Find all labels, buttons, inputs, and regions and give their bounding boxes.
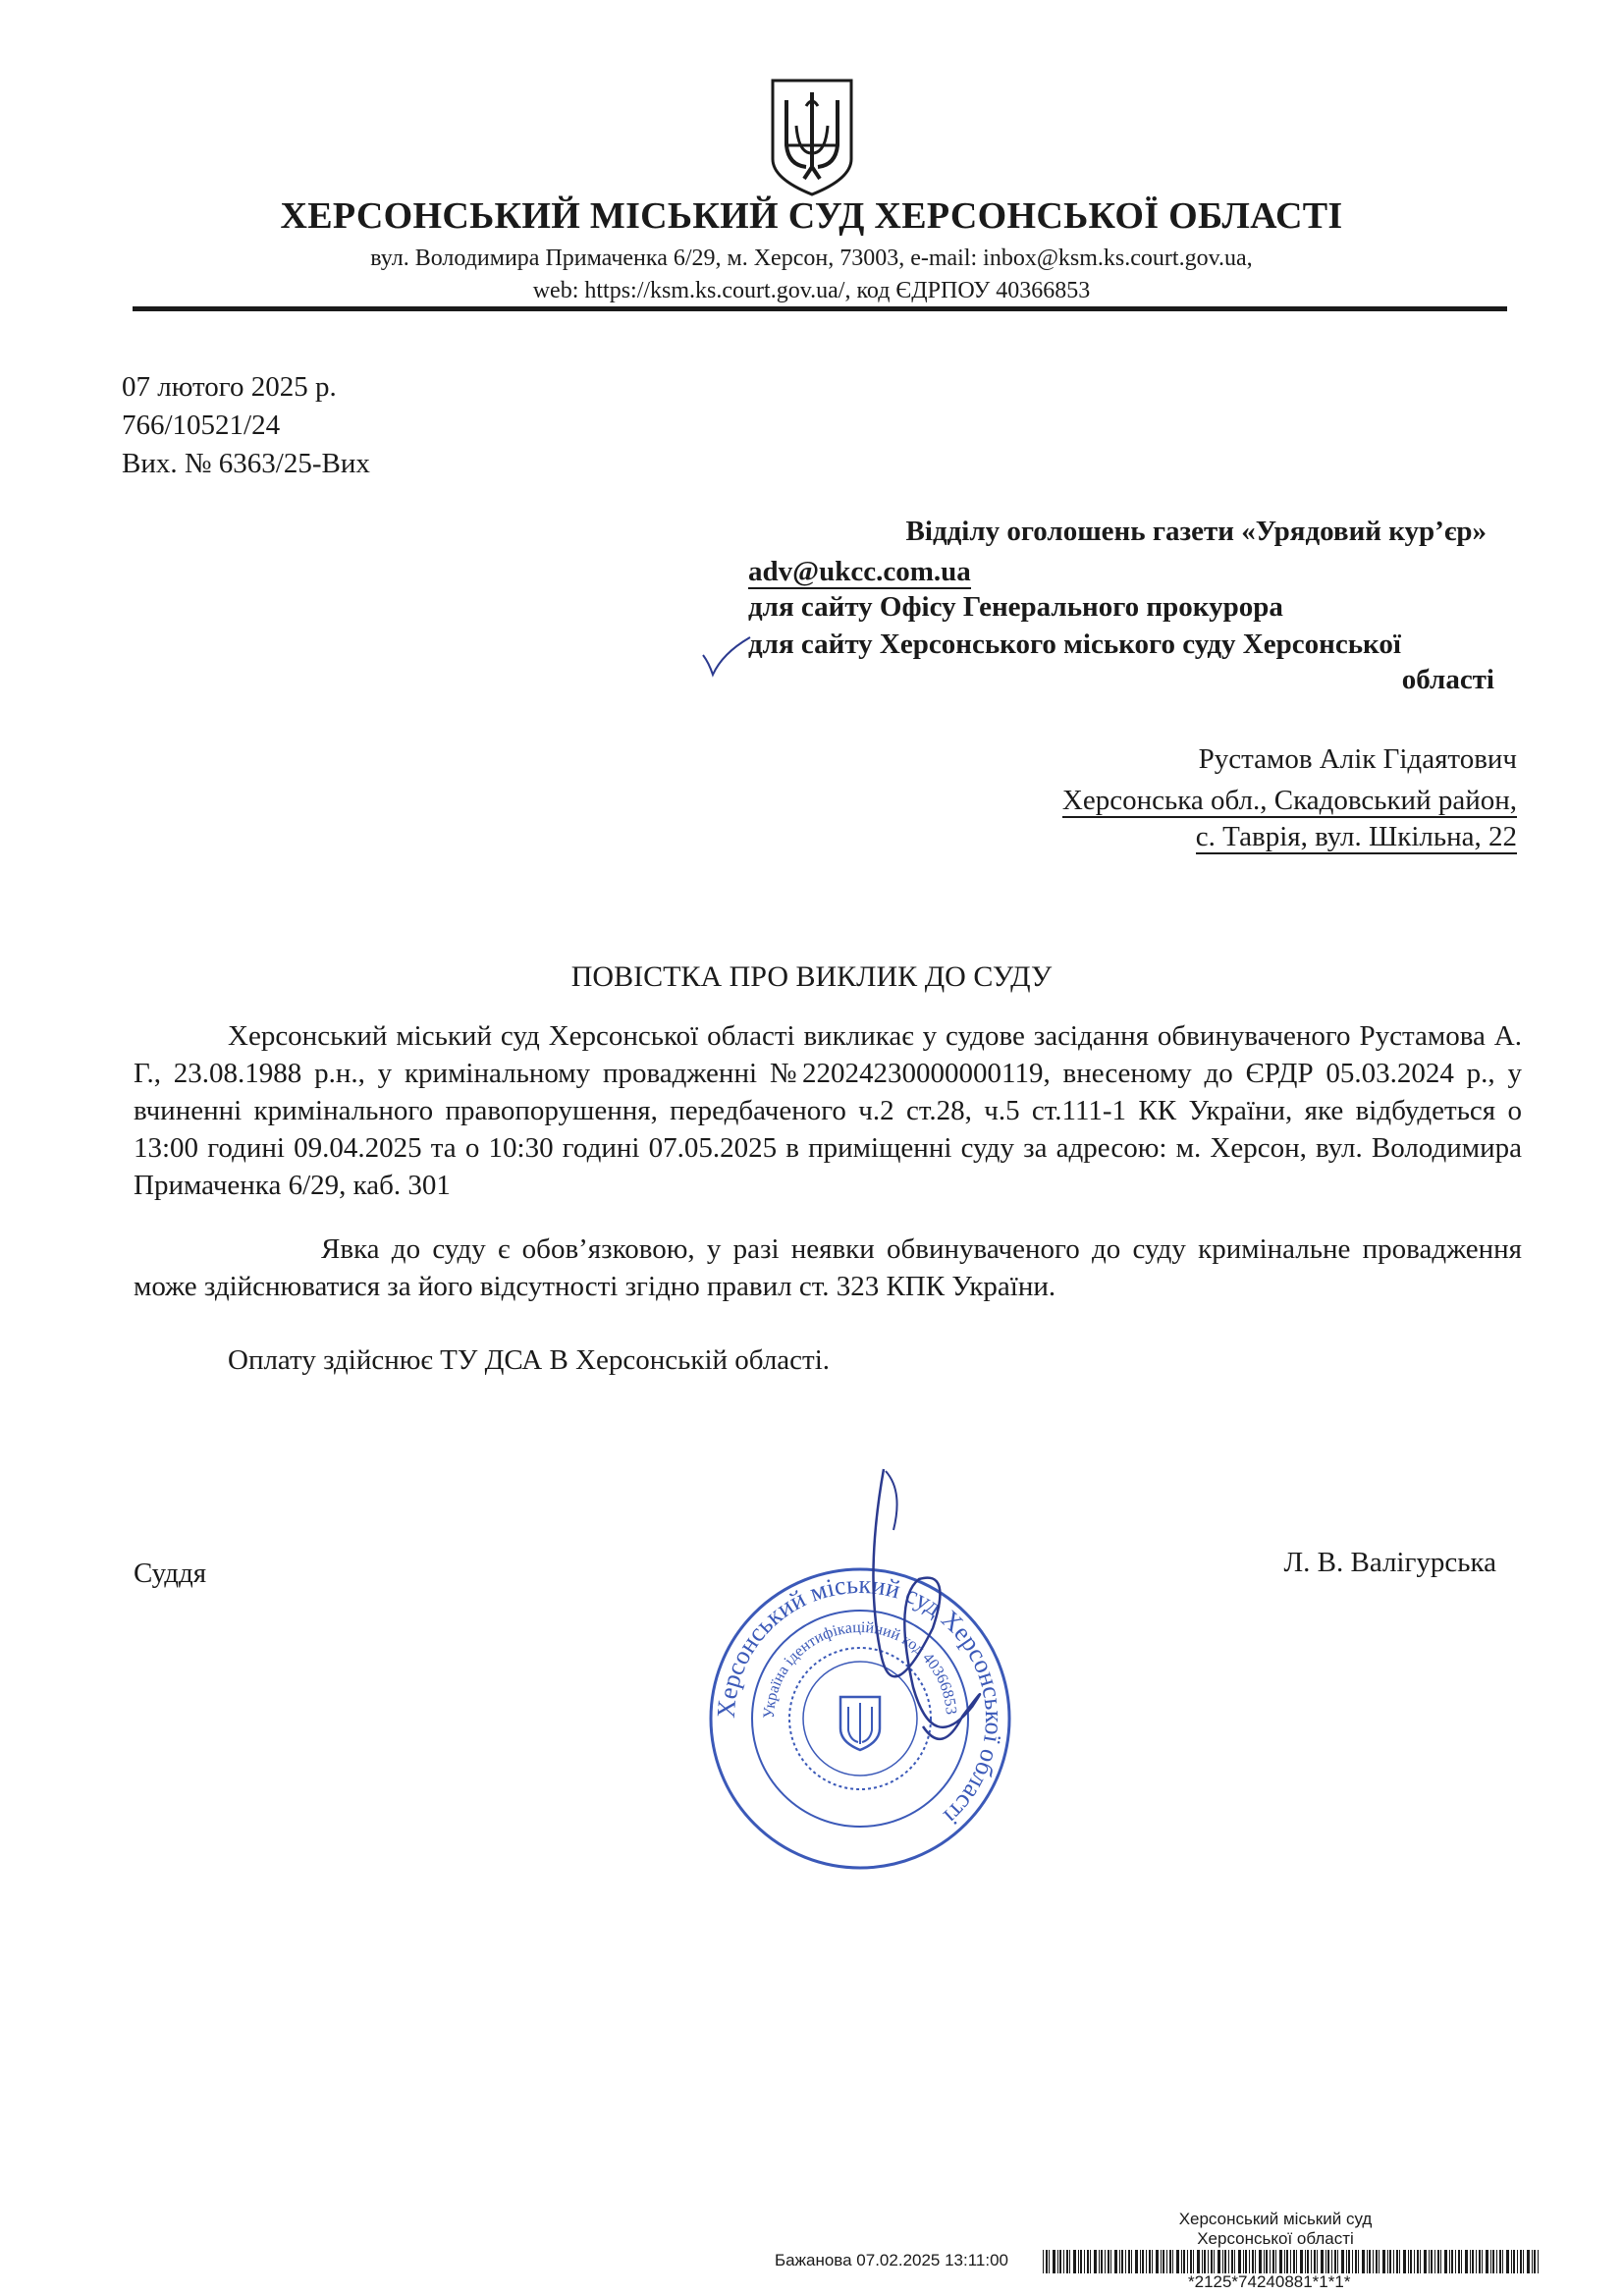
barcode-bar	[1224, 2250, 1226, 2273]
barcode-bar	[1043, 2250, 1044, 2273]
barcode-bar	[1538, 2250, 1539, 2273]
barcode-bar	[1382, 2250, 1385, 2273]
payment-paragraph: Оплату здійснює ТУ ДСА В Херсонській області.	[228, 1344, 831, 1376]
registration-clerk-datetime: Бажанова 07.02.2025 13:11:00	[775, 2251, 1009, 2269]
summons-paragraph: Херсонський міський суд Херсонської області викликає у судове засідання обвинуваченого Рустамова А. Г., 23.08.1988 р.н., у кримінальному провадженні №22024230000000119, внесеному до ЄРДР 05.03.2024 р., у вчиненні кримінального правопорушення, передбаченого ч.2 ст.28, ч.5 ст.111-1 КК України, яке відбудеться о 13:00 годині 09.04.2025 та о 10:30 годині 07.05.2025 в приміщенні суду за адресою: м. Херсон, вул. Володимира Примаченка 6/29, каб. 301	[134, 1020, 1522, 1201]
barcode-bar	[1286, 2250, 1288, 2273]
barcode-bar	[1156, 2250, 1159, 2273]
barcode-bar	[1362, 2250, 1365, 2273]
barcode-bar	[1325, 2250, 1326, 2273]
barcode-bar	[1490, 2250, 1491, 2273]
recipient-prosecutor-site: для сайту Офісу Генерального прокурора	[748, 591, 1283, 623]
barcode-bar	[1408, 2250, 1409, 2273]
barcode-bar	[1069, 2250, 1070, 2273]
barcode-bar	[1217, 2250, 1220, 2273]
barcode-bar	[1331, 2250, 1332, 2273]
barcode-bar	[1245, 2250, 1247, 2273]
barcode-bar	[1534, 2250, 1536, 2273]
barcode-bar	[1275, 2250, 1276, 2273]
document-date: 07 лютого 2025 р.	[122, 371, 337, 403]
check-mark-icon	[699, 633, 754, 681]
barcode-bar	[1080, 2250, 1082, 2273]
barcode-bar	[1346, 2250, 1347, 2273]
barcode-bar	[1429, 2250, 1430, 2273]
header-divider	[133, 306, 1507, 311]
coat-of-arms-icon	[767, 77, 857, 198]
barcode-bar	[1264, 2250, 1265, 2273]
barcode-bar	[1472, 2250, 1474, 2273]
barcode-bar	[1249, 2250, 1250, 2273]
barcode-bar	[1492, 2250, 1494, 2273]
barcode-bar	[1396, 2250, 1398, 2273]
svg-text:Україна ідентифікаційний код 4: Україна ідентифікаційний код 40366853	[760, 1618, 959, 1720]
svg-text:Херсонський міський суд Херсон: Херсонський міський суд Херсонської області	[711, 1569, 1009, 1831]
barcode-bar	[1266, 2250, 1268, 2273]
barcode-bar	[1486, 2250, 1488, 2273]
barcode-bar	[1296, 2250, 1297, 2273]
barcode-bar	[1379, 2250, 1380, 2273]
court-web-code: web: https://ksm.ks.court.gov.ua/, код ЄДРПОУ 40366853	[532, 278, 1091, 303]
recipient-court-site: для сайту Херсонського міського суду Херсонської	[748, 629, 1401, 660]
barcode-bar	[1063, 2250, 1064, 2273]
barcode-bar	[1527, 2250, 1530, 2273]
barcode-bar	[1461, 2250, 1462, 2273]
barcode-bar	[1183, 2250, 1185, 2273]
barcode-bar	[1238, 2250, 1241, 2273]
barcode-bar	[1078, 2250, 1079, 2273]
barcode-bar	[1444, 2250, 1447, 2273]
addressee-address-text2: с. Таврія, вул. Шкільна, 22	[1195, 821, 1517, 852]
barcode-bar	[1090, 2250, 1091, 2273]
barcode-bar	[1341, 2250, 1344, 2273]
judge-label: Суддя	[134, 1558, 207, 1589]
barcode-bar	[1152, 2250, 1153, 2273]
barcode-bar	[1334, 2250, 1336, 2273]
barcode-bar	[1131, 2250, 1132, 2273]
barcode-bar	[1181, 2250, 1182, 2273]
barcode-bar	[1352, 2250, 1353, 2273]
barcode-bar	[1101, 2250, 1103, 2273]
case-number: 766/10521/24	[122, 410, 281, 441]
barcode-code: *2125*74240881*1*1*	[1188, 2272, 1351, 2291]
barcode-bar	[1511, 2250, 1512, 2273]
addressee-address-line1	[0, 785, 1517, 817]
judge-name: Л. В. Валігурська	[1283, 1547, 1496, 1578]
barcode-bar	[1202, 2250, 1203, 2273]
barcode-bar	[1358, 2250, 1359, 2273]
barcode-bar	[1190, 2250, 1192, 2273]
attendance-paragraph: Явка до суду є обов’язковою, у разі неявки обвинуваченого до суду кримінальне провадження може здійснюватися за його відсутності згідно правил ст. 323 КПК України.	[134, 1233, 1522, 1302]
barcode-bar	[1255, 2250, 1256, 2273]
barcode-bar	[1284, 2250, 1285, 2273]
barcode-bar	[1414, 2250, 1415, 2273]
barcode-bar	[1465, 2250, 1468, 2273]
court-name: ХЕРСОНСЬКИЙ МІСЬКИЙ СУД ХЕРСОНСЬКОЇ ОБЛАСТІ	[280, 195, 1343, 237]
barcode-bar	[1417, 2250, 1419, 2273]
barcode-bar	[1234, 2250, 1235, 2273]
barcode-bar	[1231, 2250, 1233, 2273]
barcode-bar	[1208, 2250, 1209, 2273]
barcode-bar	[1455, 2250, 1456, 2273]
barcode-bar	[1135, 2250, 1138, 2273]
court-address: вул. Володимира Примаченка 6/29, м. Херсон, 73003, e-mail: inbox@ksm.ks.court.gov.ua,	[370, 246, 1253, 271]
barcode-bar	[1172, 2250, 1173, 2273]
barcode-bar	[1434, 2250, 1435, 2273]
barcode-bar	[1369, 2250, 1371, 2273]
barcode-bar	[1228, 2250, 1229, 2273]
recipient-court-site-cont: області	[1401, 664, 1494, 695]
barcode-bar	[1087, 2250, 1089, 2273]
barcode-bar	[1403, 2250, 1406, 2273]
barcode-bar	[1327, 2250, 1329, 2273]
barcode-bar	[1149, 2250, 1151, 2273]
barcode-bar	[1094, 2250, 1097, 2273]
registration-court-line1: Херсонський міський суд	[1178, 2210, 1373, 2228]
barcode-bar	[1121, 2250, 1123, 2273]
barcode-bar	[1114, 2250, 1117, 2273]
barcode-bar	[1431, 2250, 1433, 2273]
barcode-bar	[1479, 2250, 1481, 2273]
barcode-bar	[1142, 2250, 1144, 2273]
recipient-newspaper: Відділу оголошень газети «Урядовий кур’єр»	[905, 516, 1487, 547]
barcode-bar	[1410, 2250, 1412, 2273]
barcode-bar	[1449, 2250, 1450, 2273]
barcode-bar	[1440, 2250, 1441, 2273]
barcode-bar	[1458, 2250, 1460, 2273]
barcode-bar	[1517, 2250, 1518, 2273]
barcode-bar	[1307, 2250, 1309, 2273]
judge-signature	[825, 1461, 1001, 1776]
barcode-bar	[1355, 2250, 1357, 2273]
barcode-bar	[1272, 2250, 1274, 2273]
barcode-bar	[1222, 2250, 1223, 2273]
barcode-bar	[1387, 2250, 1388, 2273]
barcode-bar	[1169, 2250, 1171, 2273]
barcode-bar	[1393, 2250, 1394, 2273]
barcode-bar	[1161, 2250, 1162, 2273]
addressee-name: Рустамов Алік Гідаятович	[1198, 743, 1517, 775]
barcode-bar	[1073, 2250, 1076, 2273]
barcode-bar	[1119, 2250, 1120, 2273]
barcode-bar	[1084, 2250, 1085, 2273]
barcode-bar	[1066, 2250, 1068, 2273]
barcode-bar	[1140, 2250, 1141, 2273]
barcode-bar	[1373, 2250, 1374, 2273]
barcode-bar	[1476, 2250, 1477, 2273]
barcode-bar	[1470, 2250, 1471, 2273]
barcode-bar	[1193, 2250, 1194, 2273]
barcode-bar	[1348, 2250, 1350, 2273]
barcode-bar	[1176, 2250, 1179, 2273]
barcode-bar	[1496, 2250, 1497, 2273]
barcode-bar	[1059, 2250, 1061, 2273]
barcode-bar	[1105, 2250, 1106, 2273]
registration-court-line2: Херсонської області	[1197, 2229, 1354, 2248]
barcode-bar	[1146, 2250, 1147, 2273]
barcode-bar	[1317, 2250, 1318, 2273]
barcode-bar	[1451, 2250, 1453, 2273]
barcode-bar	[1532, 2250, 1533, 2273]
barcode-bar	[1305, 2250, 1306, 2273]
barcode-bar	[1502, 2250, 1503, 2273]
barcode-bar	[1279, 2250, 1282, 2273]
barcode-bar	[1270, 2250, 1271, 2273]
barcode-bar	[1314, 2250, 1316, 2273]
barcode-bar	[1243, 2250, 1244, 2273]
barcode-bar	[1482, 2250, 1483, 2273]
barcode-bar	[1099, 2250, 1100, 2273]
barcode-bar	[1389, 2250, 1391, 2273]
barcode-bar	[1128, 2250, 1130, 2273]
barcode-bar	[1499, 2250, 1501, 2273]
barcode-bar	[1424, 2250, 1427, 2273]
addressee-address-line2	[0, 821, 1517, 853]
barcode-bar	[1187, 2250, 1188, 2273]
barcode-bar	[1259, 2250, 1262, 2273]
barcode-bar	[1204, 2250, 1206, 2273]
barcode-bar	[1197, 2250, 1200, 2273]
barcode-bar	[1125, 2250, 1126, 2273]
barcode-bar	[1321, 2250, 1324, 2273]
barcode-bar	[1367, 2250, 1368, 2273]
barcode-bar	[1108, 2250, 1109, 2273]
barcode-bar	[1523, 2250, 1524, 2273]
barcode-bar	[1110, 2250, 1111, 2273]
barcode-bar	[1293, 2250, 1295, 2273]
outgoing-number: Вих. № 6363/25-Вих	[122, 448, 370, 479]
barcode-bar	[1420, 2250, 1421, 2273]
barcode-bar	[1437, 2250, 1439, 2273]
recipient-email	[748, 556, 1514, 588]
barcode-bar	[1399, 2250, 1400, 2273]
barcode-bar	[1290, 2250, 1291, 2273]
barcode-bar	[1376, 2250, 1378, 2273]
barcode-bar	[1300, 2250, 1303, 2273]
barcode-bar	[1252, 2250, 1254, 2273]
barcode-bar	[1057, 2250, 1058, 2273]
recipient-email-text: adv@ukcc.com.ua	[748, 556, 971, 587]
barcode-bar	[1520, 2250, 1522, 2273]
barcode-bar	[1513, 2250, 1515, 2273]
barcode-bar	[1211, 2250, 1213, 2273]
barcode-bar	[1049, 2250, 1050, 2273]
barcode-bar	[1163, 2250, 1164, 2273]
document-heading: ПОВІСТКА ПРО ВИКЛИК ДО СУДУ	[570, 960, 1053, 993]
barcode-bar	[1053, 2250, 1055, 2273]
barcode-bar	[1337, 2250, 1338, 2273]
barcode-bar	[1046, 2250, 1048, 2273]
barcode	[1043, 2250, 1542, 2273]
barcode-bar	[1214, 2250, 1215, 2273]
barcode-bar	[1311, 2250, 1312, 2273]
barcode-bar	[1506, 2250, 1509, 2273]
barcode-bar	[1166, 2250, 1167, 2273]
addressee-address-text1: Херсонська обл., Скадовський район,	[1061, 785, 1517, 816]
